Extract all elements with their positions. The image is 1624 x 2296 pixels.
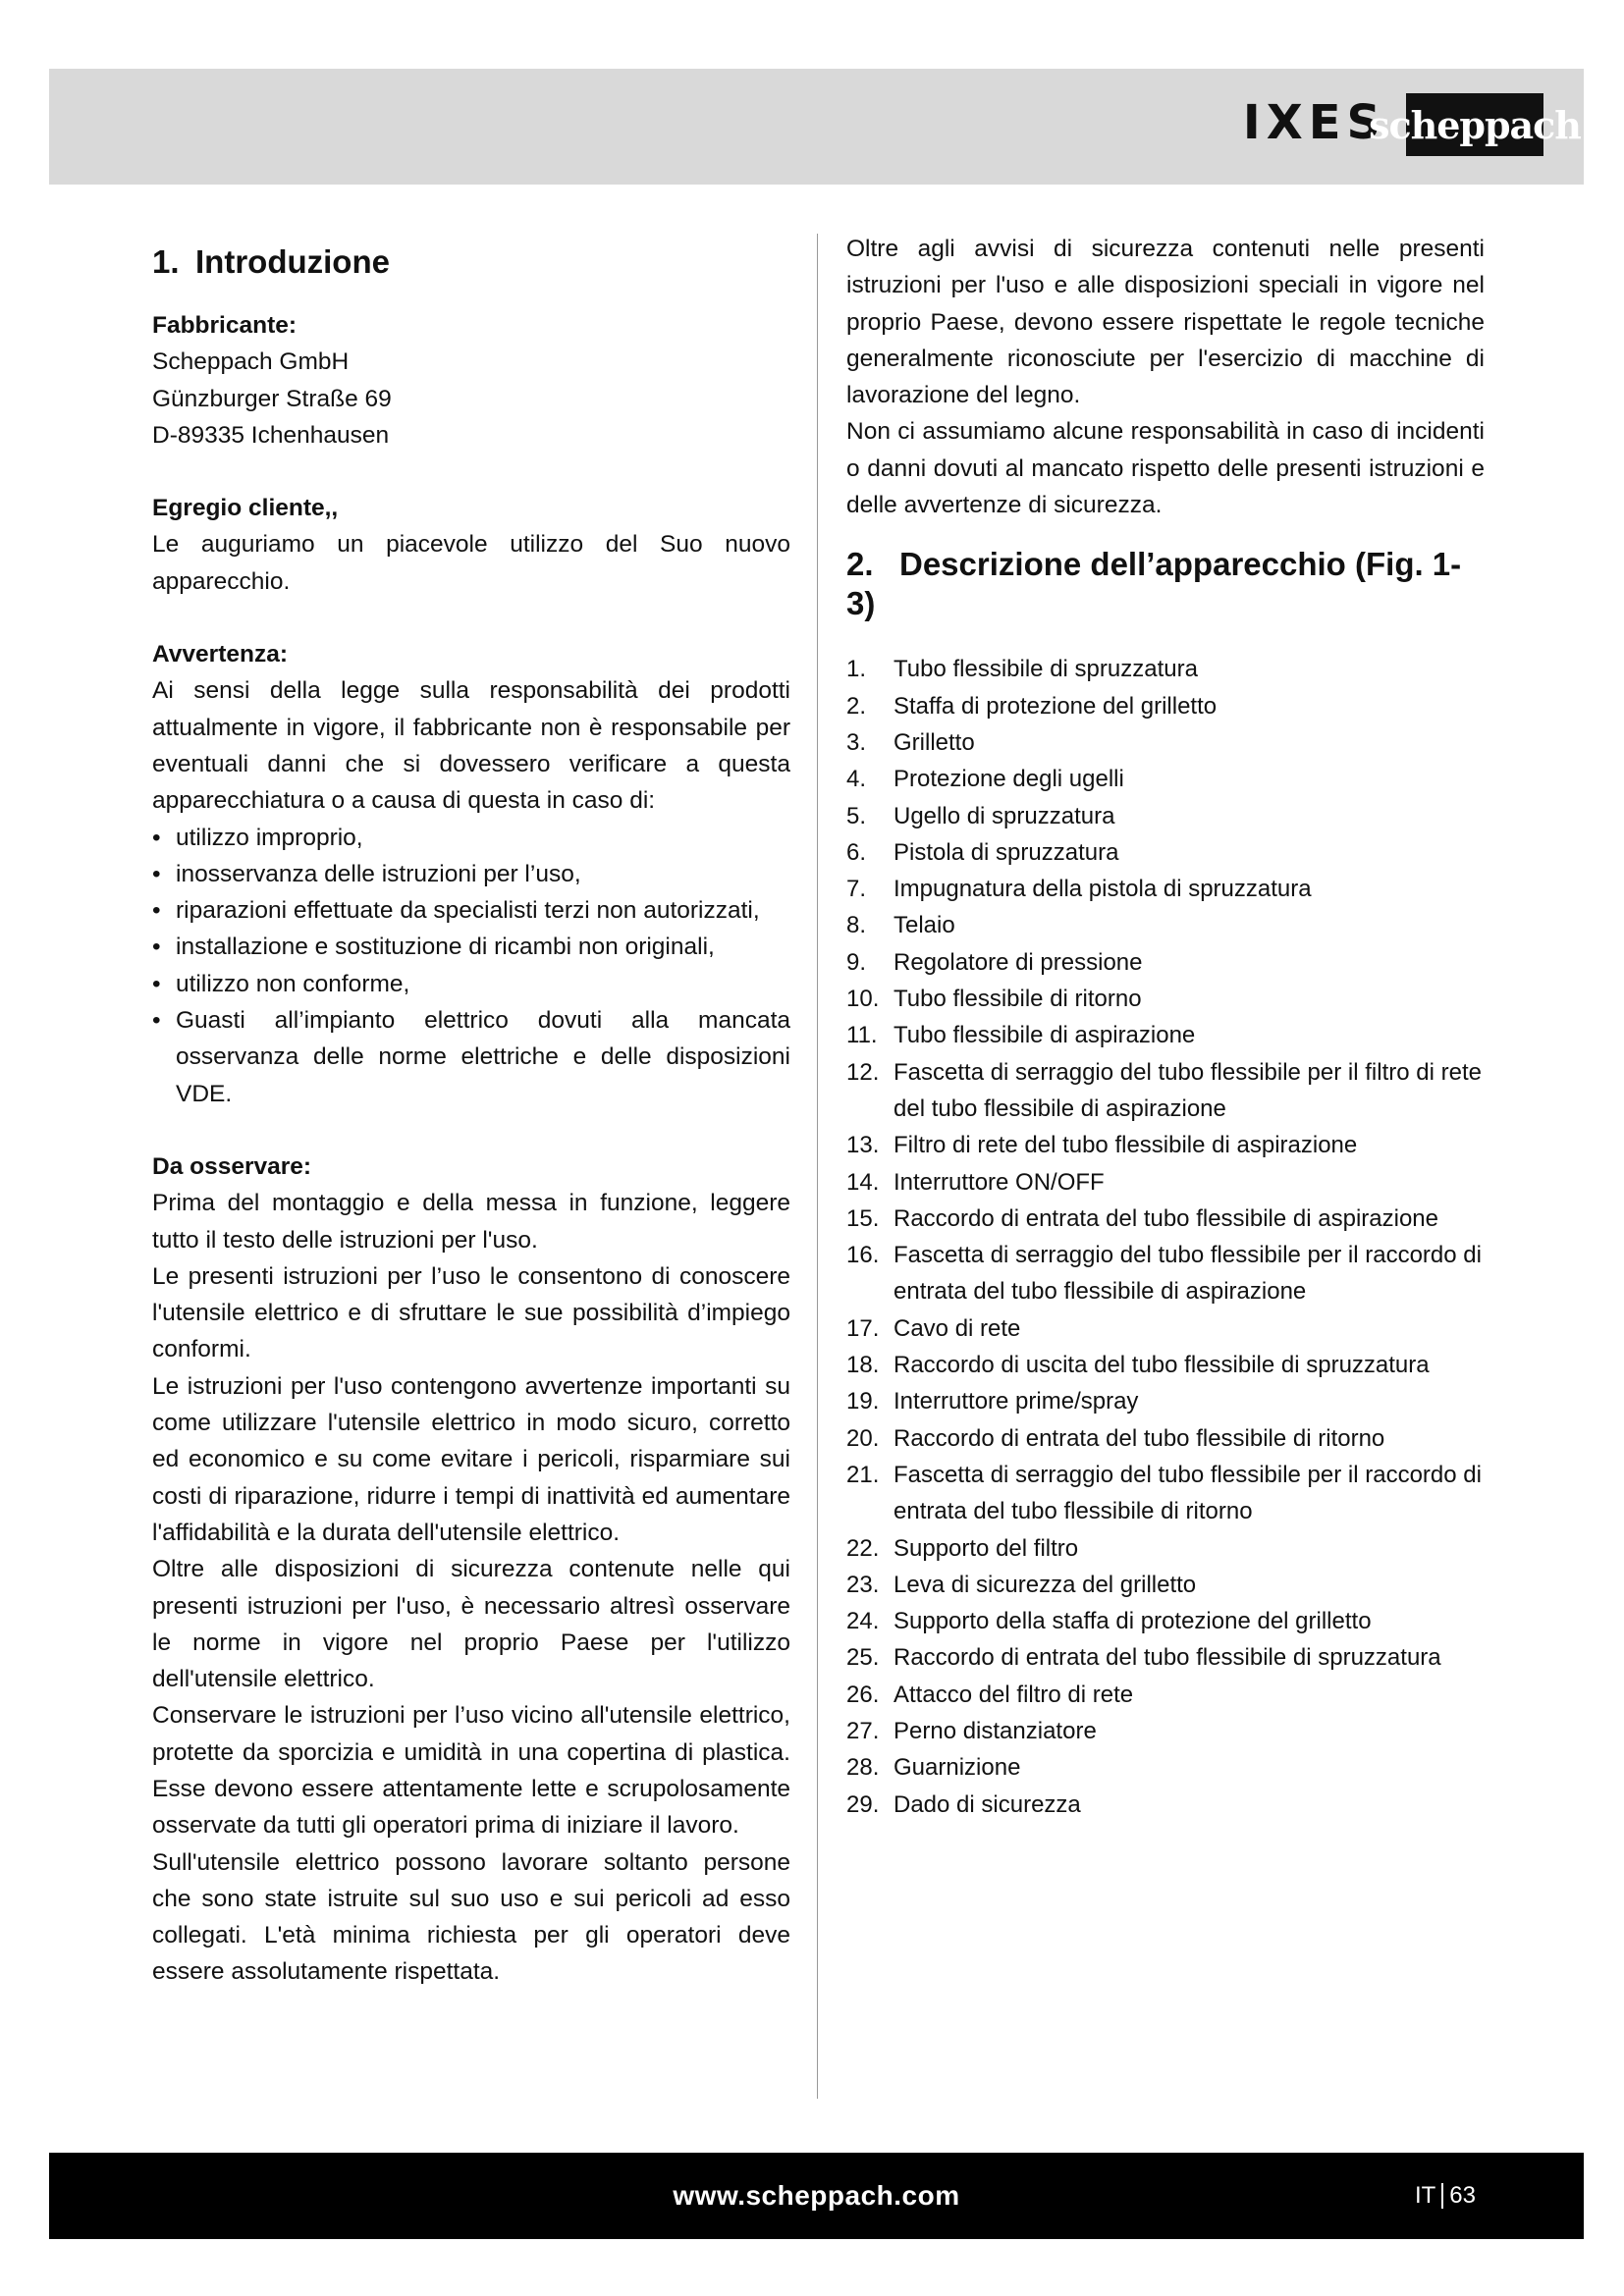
item-number: 7. xyxy=(846,876,867,903)
list-item xyxy=(846,1383,1485,1419)
greeting-label: Egregio cliente,, xyxy=(152,495,339,522)
item-number: 6. xyxy=(846,838,867,866)
list-item: • installazione e sostituzione di ricambi non originali, xyxy=(152,929,790,965)
separator xyxy=(1441,2183,1443,2209)
section-number: 2. xyxy=(846,546,874,583)
item-text: Interruttore ON/OFF xyxy=(893,1168,1105,1196)
item-text: Raccordo di entrata del tubo flessibile di aspirazione xyxy=(893,1204,1438,1232)
item-text: Tubo flessibile di spruzzatura xyxy=(893,656,1198,683)
scheppach-logo: scheppach xyxy=(1406,93,1543,156)
paragraph: Conservare le istruzioni per l’uso vicino all'utensile elettrico, protette da sporcizia e umidità in una copertina di plastica. Esse devono essere attentamente lette e scrupolosamente osservate da tutti gli operatori prima di iniziare il lavoro. xyxy=(152,1702,790,1840)
item-number: 18. xyxy=(846,1352,880,1379)
language-code: IT xyxy=(1414,2182,1436,2209)
section-title: Descrizione dell’apparecchio (Fig. 1-3) xyxy=(846,546,1462,622)
list-item xyxy=(846,1164,1485,1201)
item-number: 1. xyxy=(846,656,867,683)
paragraph: Non ci assumiamo alcune responsabilità in caso di incidenti o danni dovuti al mancato rispetto delle presenti istruzioni e delle avvertenze di sicurezza. xyxy=(846,418,1485,519)
address-line: Scheppach GmbH xyxy=(152,348,350,376)
column-divider xyxy=(817,234,818,2099)
item-number: 22. xyxy=(846,1534,880,1562)
item-text: Perno distanziatore xyxy=(893,1717,1097,1744)
item-text: Raccordo di uscita del tubo flessibile di spruzzatura xyxy=(893,1352,1430,1379)
section-1-heading xyxy=(152,242,790,282)
item-number: 23. xyxy=(846,1571,880,1598)
page-number xyxy=(1415,2153,1476,2239)
list-item xyxy=(846,944,1485,981)
list-item xyxy=(846,1420,1485,1457)
item-text: Regolatore di pressione xyxy=(893,948,1143,976)
item-text: Telaio xyxy=(893,912,955,939)
list-item xyxy=(846,1749,1485,1786)
item-text: Grilletto xyxy=(893,728,975,756)
item-text: Filtro di rete del tubo flessibile di aspirazione xyxy=(893,1132,1358,1159)
website-link[interactable]: www.scheppach.com xyxy=(673,2180,960,2211)
list-item xyxy=(846,1677,1485,1713)
item-text: Protezione degli ugelli xyxy=(893,766,1124,793)
left-column xyxy=(152,231,790,1991)
item-number: 3. xyxy=(846,728,867,756)
manufacturer-label: Fabbricante: xyxy=(152,312,298,339)
observe-label: Da osservare: xyxy=(152,1152,312,1180)
list-item: • utilizzo non conforme, xyxy=(152,966,790,1002)
list-item xyxy=(846,688,1485,724)
list-item xyxy=(846,1457,1485,1530)
item-number: 14. xyxy=(846,1168,880,1196)
list-item: • utilizzo improprio, xyxy=(152,820,790,856)
item-number: 25. xyxy=(846,1644,880,1672)
spacer xyxy=(152,454,790,490)
item-text: Fascetta di serraggio del tubo flessibile per il raccordo di entrata del tubo flessibile di ritorno xyxy=(893,1461,1482,1525)
list-item xyxy=(846,981,1485,1017)
item-number: 11. xyxy=(846,1022,878,1049)
item-text: Supporto del filtro xyxy=(893,1534,1079,1562)
page-header xyxy=(49,69,1584,185)
list-item xyxy=(846,798,1485,834)
item-number: 15. xyxy=(846,1204,880,1232)
list-item xyxy=(846,1530,1485,1567)
paragraph: Le istruzioni per l'uso contengono avvertenze importanti su come utilizzare l'utensile elettrico in modo sicuro, corretto ed economico e su come evitare i pericoli, risparmiare sui costi di riparazione, ridurre i tempi di inattività ed aumentare l'affidabilità e la durata dell'utensile elettrico. xyxy=(152,1372,790,1546)
address-line: D-89335 Ichenhausen xyxy=(152,421,390,449)
list-item xyxy=(846,724,1485,761)
item-number: 21. xyxy=(846,1461,880,1488)
warning-text: Ai sensi della legge sulla responsabilità dei prodotti attualmente in vigore, il fabbricante non è responsabile per eventuali danni che si dovessero verificare a questa apparecchiatura o a causa di questa in caso di: xyxy=(152,677,790,815)
item-number: 9. xyxy=(846,948,867,976)
item-number: 8. xyxy=(846,912,867,939)
item-number: 4. xyxy=(846,766,867,793)
list-item xyxy=(846,871,1485,907)
list-item xyxy=(846,834,1485,871)
item-number: 12. xyxy=(846,1058,880,1086)
spacer xyxy=(152,1112,790,1148)
item-number: 5. xyxy=(846,802,867,829)
list-item xyxy=(846,651,1485,687)
greeting-text: Le auguriamo un piacevole utilizzo del Suo nuovo apparecchio. xyxy=(152,531,790,595)
ixes-logo: IXES xyxy=(1242,95,1387,150)
list-item xyxy=(846,907,1485,943)
paragraph: Prima del montaggio e della messa in funzione, leggere tutto il testo delle istruzioni per l'uso. xyxy=(152,1190,790,1254)
item-text: Leva di sicurezza del grilletto xyxy=(893,1571,1197,1598)
spacer xyxy=(152,600,790,636)
list-item: • inosservanza delle istruzioni per l’uso, xyxy=(152,856,790,892)
list-item xyxy=(846,1237,1485,1310)
item-text: Tubo flessibile di aspirazione xyxy=(893,1022,1196,1049)
item-number: 28. xyxy=(846,1754,880,1782)
paragraph: Sull'utensile elettrico possono lavorare soltanto persone che sono state istruite sul suo uso e sui pericoli ad esso collegati. L'età minima richiesta per gli operatori deve essere assolutamente rispettata. xyxy=(152,1848,790,1986)
item-number: 19. xyxy=(846,1388,880,1415)
paragraph: Le presenti istruzioni per l’uso le consentono di conoscere l'utensile elettrico e di sfruttare le sue possibilità d’impiego conformi. xyxy=(152,1262,790,1363)
list-item xyxy=(846,1017,1485,1053)
list-item xyxy=(846,1787,1485,1823)
item-text: Raccordo di entrata del tubo flessibile di spruzzatura xyxy=(893,1644,1441,1672)
list-item xyxy=(846,1054,1485,1128)
right-column xyxy=(846,231,1485,1823)
item-text: Tubo flessibile di ritorno xyxy=(893,986,1142,1013)
item-text: Pistola di spruzzatura xyxy=(893,838,1119,866)
list-item xyxy=(846,1603,1485,1639)
item-number: 13. xyxy=(846,1132,880,1159)
item-text: Interruttore prime/spray xyxy=(893,1388,1139,1415)
item-number: 26. xyxy=(846,1681,880,1708)
section-title: Introduzione xyxy=(195,243,390,280)
item-number: 24. xyxy=(846,1608,880,1635)
item-number: 27. xyxy=(846,1717,880,1744)
item-text: Attacco del filtro di rete xyxy=(893,1681,1134,1708)
page-number-value: 63 xyxy=(1449,2182,1476,2209)
address-line: Günzburger Straße 69 xyxy=(152,385,392,412)
list-item xyxy=(846,1639,1485,1676)
item-text: Guarnizione xyxy=(893,1754,1021,1782)
item-number: 16. xyxy=(846,1242,880,1269)
list-item xyxy=(846,761,1485,797)
item-number: 2. xyxy=(846,692,867,720)
list-item xyxy=(846,1567,1485,1603)
item-text: Impugnatura della pistola di spruzzatura xyxy=(893,876,1312,903)
item-text: Ugello di spruzzatura xyxy=(893,802,1115,829)
item-number: 10. xyxy=(846,986,880,1013)
item-number: 20. xyxy=(846,1424,880,1452)
list-item xyxy=(846,1347,1485,1383)
item-text: Fascetta di serraggio del tubo flessibile per il raccordo di entrata del tubo flessibile di aspirazione xyxy=(893,1242,1482,1306)
item-text: Supporto della staffa di protezione del grilletto xyxy=(893,1608,1372,1635)
warning-label: Avvertenza: xyxy=(152,641,288,668)
item-text: Fascetta di serraggio del tubo flessibile per il filtro di rete del tubo flessibile di aspirazione xyxy=(893,1058,1482,1122)
section-2-heading xyxy=(846,545,1485,623)
item-text: Dado di sicurezza xyxy=(893,1790,1081,1818)
warning-list xyxy=(152,820,790,1112)
item-number: 17. xyxy=(846,1314,880,1342)
list-item xyxy=(846,1713,1485,1749)
list-item: • Guasti all’impianto elettrico dovuti alla mancata osservanza delle norme elettriche e delle disposizioni VDE. xyxy=(152,1002,790,1112)
item-number: 29. xyxy=(846,1790,880,1818)
page-footer xyxy=(49,2153,1584,2239)
list-item xyxy=(846,1310,1485,1347)
item-text: Staffa di protezione del grilletto xyxy=(893,692,1218,720)
item-text: Cavo di rete xyxy=(893,1314,1021,1342)
list-item xyxy=(846,1201,1485,1237)
list-item: • riparazioni effettuate da specialisti terzi non autorizzati, xyxy=(152,892,790,929)
parts-list xyxy=(846,651,1485,1823)
paragraph: Oltre alle disposizioni di sicurezza contenute nelle qui presenti istruzioni per l'uso, è necessario altresì osservare le norme in vigore nel proprio Paese per l'utilizzo dell'utensile elettrico. xyxy=(152,1556,790,1693)
item-text: Raccordo di entrata del tubo flessibile di ritorno xyxy=(893,1424,1385,1452)
section-number: 1. xyxy=(152,243,180,280)
paragraph: Oltre agli avvisi di sicurezza contenuti nelle presenti istruzioni per l'uso e alle disposizioni speciali in vigore nel proprio Paese, devono essere rispettate le regole tecniche generalmente riconosciute per l'esercizio di macchine di lavorazione del legno. xyxy=(846,236,1485,409)
list-item xyxy=(846,1127,1485,1163)
